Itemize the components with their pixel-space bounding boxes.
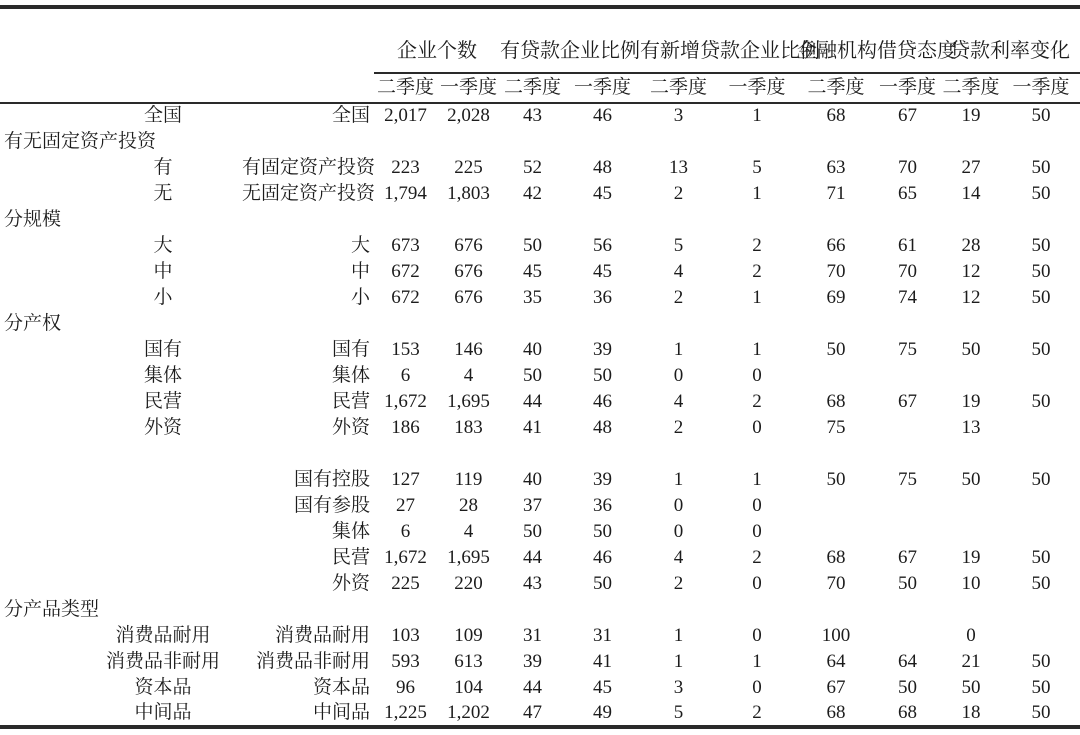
cell-value: 50 — [1031, 338, 1051, 360]
cell-value: 146 — [454, 338, 483, 360]
cell-value: 1,794 — [384, 182, 427, 204]
cell-value: 50 — [1031, 468, 1051, 490]
row-label: 民营 — [143, 390, 182, 412]
cell-value: 50 — [1031, 260, 1051, 282]
row-label: 消费品耐用 — [115, 624, 211, 646]
cell-value: 1,695 — [447, 546, 490, 568]
table-row — [0, 389, 1080, 415]
cell-value: 74 — [898, 286, 917, 308]
cell-value: 41 — [593, 650, 612, 672]
cell-value: 67 — [826, 676, 846, 698]
cell-value — [1002, 493, 1080, 519]
cell-value: 109 — [454, 624, 483, 646]
table-row — [0, 519, 1080, 545]
cell-value: 50 — [1031, 572, 1051, 594]
table-row — [0, 675, 1080, 701]
cell-value: 3 — [673, 676, 684, 698]
row-sublabel: 国有 — [331, 338, 370, 360]
cell-value: 153 — [391, 338, 420, 360]
row-sublabel: 中 — [350, 260, 370, 282]
cell-value: 50 — [1031, 390, 1051, 412]
section-row — [0, 207, 1080, 233]
cell-value: 1 — [752, 286, 762, 308]
column-group-lending-attitude: 金融机构借贷态度 — [797, 40, 957, 62]
row-sublabel: 无固定资产投资 — [242, 182, 376, 204]
cell-value: 1 — [752, 338, 762, 360]
cell-value: 1,803 — [447, 182, 490, 204]
loan-statistics-table — [0, 5, 1080, 729]
cell-value: 28 — [459, 494, 478, 516]
cell-value: 50 — [1031, 286, 1051, 308]
cell-value: 36 — [593, 494, 612, 516]
row-label: 无 — [153, 182, 173, 204]
cell-value: 1 — [673, 650, 684, 672]
cell-value: 68 — [826, 390, 846, 412]
row-sublabel: 民营 — [331, 390, 370, 412]
section-row — [0, 129, 1080, 155]
cell-value: 65 — [898, 182, 917, 204]
cell-value — [1002, 623, 1080, 649]
row-sublabel: 消费品非耐用 — [255, 650, 370, 672]
table-body — [0, 103, 1080, 727]
cell-value: 40 — [523, 468, 542, 490]
cell-value: 3 — [673, 105, 684, 127]
cell-value: 46 — [593, 105, 612, 127]
row-sublabel: 中间品 — [312, 701, 370, 723]
cell-value: 676 — [454, 234, 483, 256]
cell-value: 50 — [1031, 701, 1051, 723]
cell-value: 0 — [752, 572, 762, 594]
sub-header-spacer — [0, 73, 374, 103]
cell-value: 31 — [593, 624, 612, 646]
cell-value: 36 — [593, 286, 612, 308]
cell-value: 1 — [752, 650, 762, 672]
cell-value: 613 — [454, 650, 483, 672]
row-label — [0, 571, 242, 597]
row-label — [0, 519, 242, 545]
row-label: 国有 — [143, 338, 182, 360]
cell-value: 19 — [961, 390, 981, 412]
cell-value — [875, 363, 940, 389]
cell-value: 46 — [593, 546, 612, 568]
row-sublabel: 消费品耐用 — [274, 624, 370, 646]
column-group-loan-enterprise-ratio: 有贷款企业比例 — [500, 40, 640, 62]
cell-value: 0 — [752, 520, 762, 542]
cell-value: 50 — [826, 338, 846, 360]
cell-value: 1 — [752, 182, 762, 204]
cell-value: 44 — [523, 390, 542, 412]
sub-header-q1: 一季度 — [437, 73, 500, 103]
cell-value: 1,695 — [447, 390, 490, 412]
cell-value: 52 — [523, 156, 542, 178]
cell-value: 676 — [454, 260, 483, 282]
table-row — [0, 363, 1080, 389]
cell-value: 0 — [752, 364, 762, 386]
cell-value: 5 — [673, 234, 684, 256]
cell-value: 0 — [673, 364, 684, 386]
cell-value: 28 — [961, 234, 981, 256]
cell-value: 2 — [673, 286, 684, 308]
table-row — [0, 623, 1080, 649]
cell-value: 49 — [593, 701, 612, 723]
row-label: 全国 — [143, 105, 182, 127]
cell-value: 75 — [898, 468, 917, 490]
cell-value: 48 — [593, 156, 612, 178]
cell-value: 2 — [752, 234, 762, 256]
cell-value: 1,672 — [384, 390, 427, 412]
cell-value: 1,202 — [447, 701, 490, 723]
cell-value: 45 — [593, 182, 612, 204]
cell-value — [797, 519, 875, 545]
cell-value: 19 — [961, 105, 981, 127]
section-row — [0, 311, 1080, 337]
cell-value: 100 — [821, 624, 851, 646]
cell-value: 35 — [523, 286, 542, 308]
cell-value: 50 — [1031, 546, 1051, 568]
row-sublabel: 集体 — [331, 364, 370, 386]
cell-value: 4 — [673, 546, 684, 568]
group-header-row — [0, 7, 1080, 73]
cell-value: 70 — [898, 156, 917, 178]
cell-value: 41 — [523, 416, 542, 438]
cell-value: 672 — [391, 260, 420, 282]
cell-value: 67 — [898, 105, 917, 127]
cell-value: 1 — [752, 468, 762, 490]
cell-value: 2,017 — [384, 105, 427, 127]
cell-value: 10 — [961, 572, 981, 594]
cell-value: 12 — [961, 286, 981, 308]
column-group-rate-change: 贷款利率变化 — [950, 40, 1070, 62]
cell-value: 104 — [454, 676, 483, 698]
cell-value: 50 — [898, 572, 917, 594]
cell-value: 56 — [593, 234, 612, 256]
cell-value — [1002, 415, 1080, 441]
table-row — [0, 571, 1080, 597]
row-label: 集体 — [143, 364, 182, 386]
row-sublabel: 小 — [350, 286, 370, 308]
table-row — [0, 259, 1080, 285]
cell-value: 1 — [673, 624, 684, 646]
cell-value: 5 — [673, 701, 684, 723]
cell-value: 0 — [673, 494, 684, 516]
cell-value: 68 — [826, 546, 846, 568]
cell-value: 186 — [391, 416, 420, 438]
cell-value: 103 — [391, 624, 420, 646]
cell-value: 50 — [1031, 650, 1051, 672]
cell-value: 0 — [752, 494, 762, 516]
table-row — [0, 467, 1080, 493]
cell-value: 50 — [523, 364, 542, 386]
cell-value: 64 — [898, 650, 917, 672]
sub-header-q1: 一季度 — [1002, 73, 1080, 103]
cell-value: 14 — [961, 182, 981, 204]
cell-value: 43 — [523, 572, 542, 594]
row-label: 外资 — [143, 416, 182, 438]
cell-value: 68 — [826, 105, 846, 127]
row-sublabel: 国有控股 — [293, 468, 370, 490]
cell-value: 27 — [396, 494, 415, 516]
table-row — [0, 415, 1080, 441]
cell-value: 50 — [826, 468, 846, 490]
cell-value — [1002, 519, 1080, 545]
cell-value: 50 — [961, 676, 981, 698]
cell-value — [875, 519, 940, 545]
table-row — [0, 103, 1080, 129]
cell-value — [875, 415, 940, 441]
section-label: 分规模 — [4, 208, 62, 230]
cell-value: 69 — [826, 286, 846, 308]
row-label — [0, 545, 242, 571]
cell-value: 5 — [752, 156, 762, 178]
cell-value: 63 — [826, 156, 846, 178]
cell-value: 672 — [391, 286, 420, 308]
cell-value: 223 — [391, 156, 420, 178]
cell-value: 46 — [593, 390, 612, 412]
cell-value — [1002, 363, 1080, 389]
cell-value: 39 — [523, 650, 542, 672]
cell-value — [797, 363, 875, 389]
cell-value: 50 — [1031, 182, 1051, 204]
cell-value: 1 — [673, 338, 684, 360]
cell-value: 31 — [523, 624, 542, 646]
cell-value: 0 — [752, 624, 762, 646]
cell-value: 183 — [454, 416, 483, 438]
row-sublabel: 全国 — [331, 105, 370, 127]
row-sublabel: 大 — [350, 234, 370, 256]
row-label — [0, 467, 242, 493]
cell-value: 50 — [1031, 676, 1051, 698]
cell-value: 13 — [961, 416, 981, 438]
cell-value: 2 — [752, 390, 762, 412]
cell-value: 39 — [593, 468, 612, 490]
sub-header-q2: 二季度 — [374, 73, 437, 103]
cell-value: 676 — [454, 286, 483, 308]
row-label: 中间品 — [134, 701, 192, 723]
table-row — [0, 181, 1080, 207]
cell-value: 6 — [400, 520, 411, 542]
cell-value: 45 — [523, 260, 542, 282]
cell-value: 70 — [826, 572, 846, 594]
section-label: 分产品类型 — [4, 598, 100, 620]
cell-value: 4 — [673, 390, 684, 412]
sub-header-q1: 一季度 — [875, 73, 940, 103]
cell-value: 42 — [523, 182, 542, 204]
cell-value: 45 — [593, 260, 612, 282]
table-row — [0, 701, 1080, 727]
cell-value: 50 — [1031, 105, 1051, 127]
cell-value: 0 — [966, 624, 976, 646]
row-label: 中 — [153, 260, 173, 282]
sub-header-q2: 二季度 — [797, 73, 875, 103]
cell-value: 50 — [961, 338, 981, 360]
group-header-spacer — [0, 7, 374, 73]
cell-value: 4 — [463, 520, 474, 542]
cell-value: 225 — [391, 572, 420, 594]
cell-value: 47 — [523, 701, 542, 723]
cell-value: 44 — [523, 676, 542, 698]
cell-value — [940, 519, 1002, 545]
cell-value: 75 — [826, 416, 846, 438]
cell-value: 66 — [826, 234, 846, 256]
document-page — [0, 5, 1080, 735]
cell-value: 19 — [961, 546, 981, 568]
cell-value: 4 — [673, 260, 684, 282]
row-label — [0, 493, 242, 519]
cell-value: 18 — [961, 701, 981, 723]
cell-value: 50 — [1031, 156, 1051, 178]
cell-value: 50 — [593, 364, 612, 386]
cell-value: 68 — [826, 701, 846, 723]
table-row — [0, 337, 1080, 363]
cell-value: 50 — [1031, 234, 1051, 256]
cell-value: 39 — [593, 338, 612, 360]
cell-value: 220 — [454, 572, 483, 594]
table-row — [0, 155, 1080, 181]
section-row — [0, 597, 1080, 623]
cell-value: 48 — [593, 416, 612, 438]
cell-value: 1 — [673, 468, 684, 490]
cell-value: 127 — [391, 468, 420, 490]
cell-value: 96 — [396, 676, 415, 698]
row-sublabel: 有固定资产投资 — [242, 156, 376, 178]
row-sublabel: 国有参股 — [293, 494, 370, 516]
cell-value: 67 — [898, 390, 917, 412]
cell-value: 4 — [463, 364, 474, 386]
cell-value: 2 — [752, 701, 762, 723]
cell-value: 43 — [523, 105, 542, 127]
sub-header-q2: 二季度 — [940, 73, 1002, 103]
table-row — [0, 493, 1080, 519]
cell-value: 0 — [752, 416, 762, 438]
cell-value: 2 — [673, 416, 684, 438]
cell-value: 67 — [898, 546, 917, 568]
spacer-cell — [0, 441, 1080, 467]
cell-value — [940, 493, 1002, 519]
section-label: 有无固定资产投资 — [4, 130, 157, 152]
section-label: 分产权 — [4, 312, 62, 334]
cell-value: 70 — [826, 260, 846, 282]
row-label: 大 — [153, 234, 173, 256]
sub-header-q2: 二季度 — [500, 73, 565, 103]
row-sublabel: 外资 — [331, 572, 370, 594]
cell-value: 50 — [523, 520, 542, 542]
cell-value: 50 — [593, 572, 612, 594]
cell-value: 44 — [523, 546, 542, 568]
cell-value: 61 — [898, 234, 917, 256]
cell-value: 2 — [673, 182, 684, 204]
row-sublabel: 民营 — [331, 546, 370, 568]
cell-value: 40 — [523, 338, 542, 360]
cell-value: 37 — [523, 494, 542, 516]
row-label: 消费品非耐用 — [105, 650, 220, 672]
column-group-new-loan-enterprise-ratio: 有新增贷款企业比例 — [640, 40, 820, 62]
cell-value: 21 — [961, 650, 981, 672]
cell-value: 2 — [752, 546, 762, 568]
cell-value: 50 — [898, 676, 917, 698]
row-label: 有 — [153, 156, 173, 178]
cell-value: 593 — [391, 650, 420, 672]
cell-value: 12 — [961, 260, 981, 282]
table-row — [0, 649, 1080, 675]
sub-header-q1: 一季度 — [565, 73, 640, 103]
cell-value: 50 — [961, 468, 981, 490]
cell-value: 2 — [752, 260, 762, 282]
sub-header-row — [0, 73, 1080, 103]
cell-value — [875, 493, 940, 519]
cell-value: 1,672 — [384, 546, 427, 568]
table-row — [0, 545, 1080, 571]
cell-value — [940, 363, 1002, 389]
cell-value: 27 — [961, 156, 981, 178]
cell-value: 0 — [752, 676, 762, 698]
cell-value: 50 — [593, 520, 612, 542]
spacer-row — [0, 441, 1080, 467]
cell-value — [797, 493, 875, 519]
column-group-enterprise-count: 企业个数 — [397, 40, 477, 62]
cell-value: 70 — [898, 260, 917, 282]
cell-value: 68 — [898, 701, 917, 723]
cell-value: 71 — [826, 182, 846, 204]
row-label: 小 — [153, 286, 173, 308]
cell-value — [875, 623, 940, 649]
cell-value: 119 — [454, 468, 483, 490]
row-sublabel: 资本品 — [312, 676, 370, 698]
cell-value: 13 — [669, 156, 688, 178]
cell-value: 6 — [400, 364, 411, 386]
sub-header-q2: 二季度 — [640, 73, 717, 103]
cell-value: 50 — [523, 234, 542, 256]
cell-value: 1 — [752, 105, 762, 127]
sub-header-q1: 一季度 — [717, 73, 797, 103]
cell-value: 2,028 — [447, 105, 490, 127]
cell-value: 0 — [673, 520, 684, 542]
cell-value: 2 — [673, 572, 684, 594]
cell-value: 45 — [593, 676, 612, 698]
cell-value: 64 — [826, 650, 846, 672]
row-sublabel: 外资 — [331, 416, 370, 438]
table-row — [0, 285, 1080, 311]
row-label: 资本品 — [134, 676, 192, 698]
row-sublabel: 集体 — [331, 520, 370, 542]
cell-value: 673 — [391, 234, 420, 256]
cell-value: 75 — [898, 338, 917, 360]
cell-value: 225 — [454, 156, 483, 178]
table-row — [0, 233, 1080, 259]
cell-value: 1,225 — [384, 701, 427, 723]
